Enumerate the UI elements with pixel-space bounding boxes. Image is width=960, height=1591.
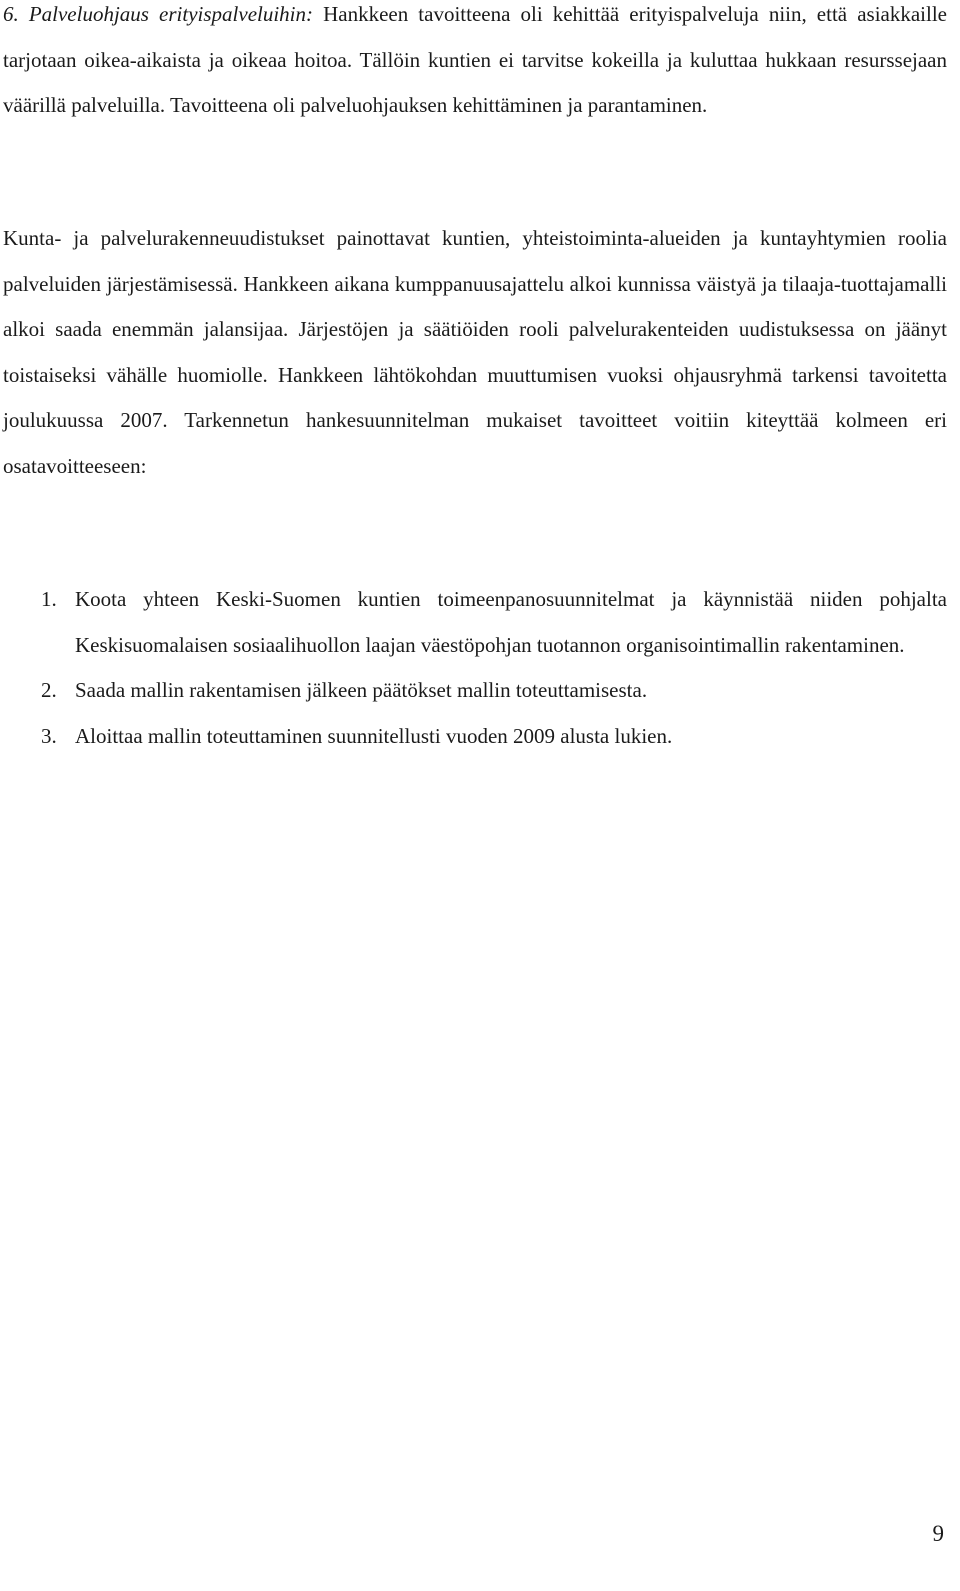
list-item bbox=[3, 577, 947, 668]
list-item-text: Saada mallin rakentamisen jälkeen päätökset mallin toteuttamisesta. bbox=[75, 678, 648, 702]
list-item-number: 3. bbox=[41, 723, 57, 748]
list-item bbox=[3, 714, 947, 760]
list-item-text: Aloittaa mallin toteuttaminen suunnitellusti vuoden 2009 alusta lukien. bbox=[75, 723, 673, 748]
paragraph-kuntarakenne: Kunta- ja palvelurakenneuudistukset painottavat kuntien, yhteistoiminta-alueiden ja kuntayhtymien roolia palveluiden järjestämisessä. Hankkeen aikana kumppanuusajattelu alkoi kunnissa väistyä ja tilaaja-tuottajamalli alkoi saada enemmän jalansijaa. Järjestöjen ja säätiöiden rooli palvelurakenteiden uudistuksessa on jäänyt toistaiseksi vähälle huomiolle. Hankkeen lähtökohdan muuttumisen vuoksi ohjausryhmä tarkensi tavoitetta joulukuussa 2007. Tarkennetun hankesuunnitelman mukaiset tavoitteet voitiin kiteyttää kolmeen eri osatavoitteeseen: bbox=[3, 226, 947, 478]
paragraph-text: Hankkeen tavoitteena oli kehittää erityispalveluja niin, että asiakkaille tarjotaan oikea-aikaista ja oikeaa hoitoa. Tällöin kuntien ei tarvitse kokeilla ja kuluttaa hukkaan resurssejaan väärillä palveluilla. Tavoitteena oli palveluohjauksen kehittäminen ja parantaminen. bbox=[3, 2, 947, 117]
list-item-number: 2. bbox=[41, 678, 57, 702]
objectives-list bbox=[3, 577, 947, 759]
list-item-number: 1. bbox=[41, 587, 57, 611]
list-item-text: Koota yhteen Keski-Suomen kuntien toimeenpanosuunnitelmat ja käynnistää niiden pohjalta Keskisuomalaisen sosiaalihuollon laajan väestöpohjan tuotannon organisointimallin rakentaminen. bbox=[75, 587, 947, 657]
list-item bbox=[3, 668, 947, 714]
page-number: 9 bbox=[932, 1521, 944, 1546]
paragraph-palveluohjaus bbox=[3, 0, 947, 129]
section-heading-italic: 6. Palveluohjaus erityispalveluihin: bbox=[3, 2, 314, 26]
